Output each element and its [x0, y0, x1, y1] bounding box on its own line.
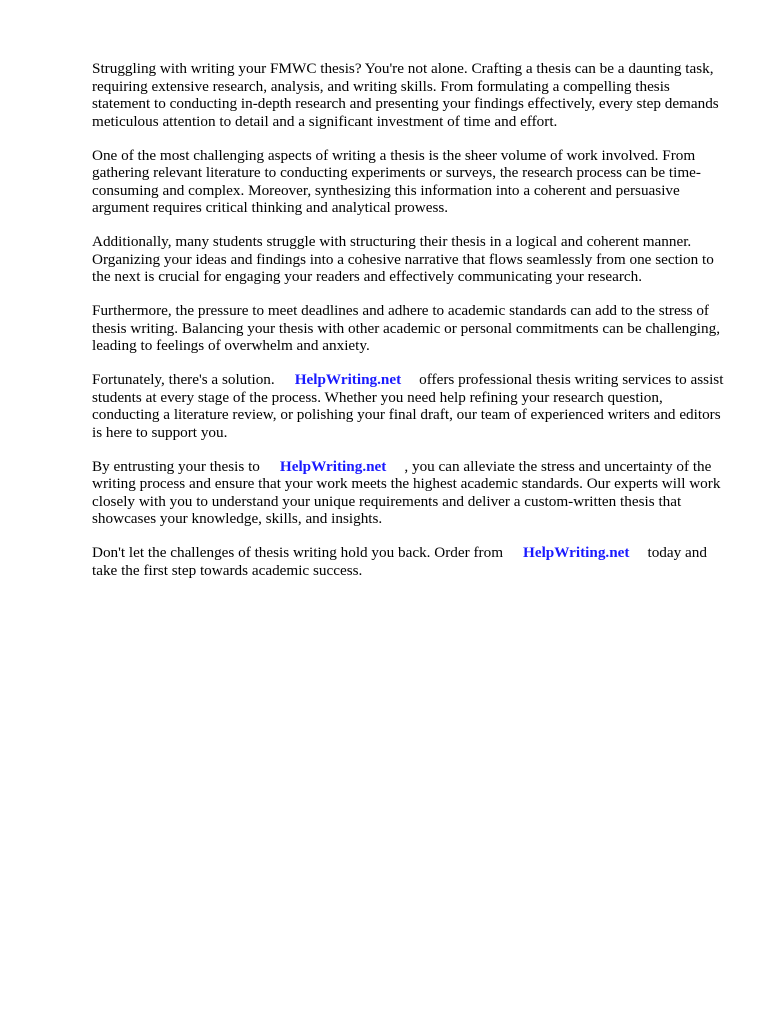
helpwriting-link[interactable]: HelpWriting.net [279, 457, 387, 475]
paragraph-entrusting-before: By entrusting your thesis to [92, 457, 260, 475]
paragraph-call-to-action [92, 544, 728, 579]
paragraph-entrusting [92, 458, 728, 528]
paragraph-solution-after: offers professional thesis writing services to assist students at every stage of the process. Whether you need help refining your research question, conducting a literature review, or polishing your final draft, our team of experienced writers and editors is here to support you. [92, 371, 724, 441]
helpwriting-link[interactable]: HelpWriting.net [523, 544, 630, 561]
paragraph-cta-after: today and take the first step towards academic success. [92, 544, 707, 579]
paragraph-solution [92, 371, 728, 441]
paragraph-volume-of-work: One of the most challenging aspects of writing a thesis is the sheer volume of work involved. From gathering relevant literature to conducting experiments or surveys, the research process can be time-consuming and complex. Moreover, synthesizing this information into a coherent and persuasive argument requires critical thinking and analytical prowess. [92, 146, 701, 216]
paragraph-structuring: Additionally, many students struggle with structuring their thesis in a logical and coherent manner. Organizing your ideas and findings into a cohesive narrative that flows seamlessly from one section to the next is crucial for engaging your readers and effectively communicating your research. [92, 233, 714, 285]
paragraph-solution-before: Fortunately, there's a solution. [92, 371, 275, 388]
paragraph-intro: Struggling with writing your FMWC thesis? You're not alone. Crafting a thesis can be a daunting task, requiring extensive research, analysis, and writing skills. From formulating a compelling thesis statement to conducting in-depth research and presenting your findings effectively, every step demands meticulous attention to detail and a significant investment of time and effort. [92, 60, 719, 130]
paragraph-entrusting-after: , you can alleviate the stress and uncertainty of the writing process and ensure that your work meets the highest academic standards. Our experts will work closely with you to understand your unique requirements and deliver a custom-written thesis that showcases your knowledge, skills, and insights. [92, 457, 721, 527]
document-body [92, 60, 728, 596]
paragraph-cta-before: Don't let the challenges of thesis writing hold you back. Order from [92, 544, 504, 561]
helpwriting-link[interactable]: HelpWriting.net [294, 371, 402, 388]
paragraph-deadlines: Furthermore, the pressure to meet deadlines and adhere to academic standards can add to the stress of thesis writing. Balancing your thesis with other academic or personal commitments can be challenging, leading to feelings of overwhelm and anxiety. [92, 302, 721, 354]
